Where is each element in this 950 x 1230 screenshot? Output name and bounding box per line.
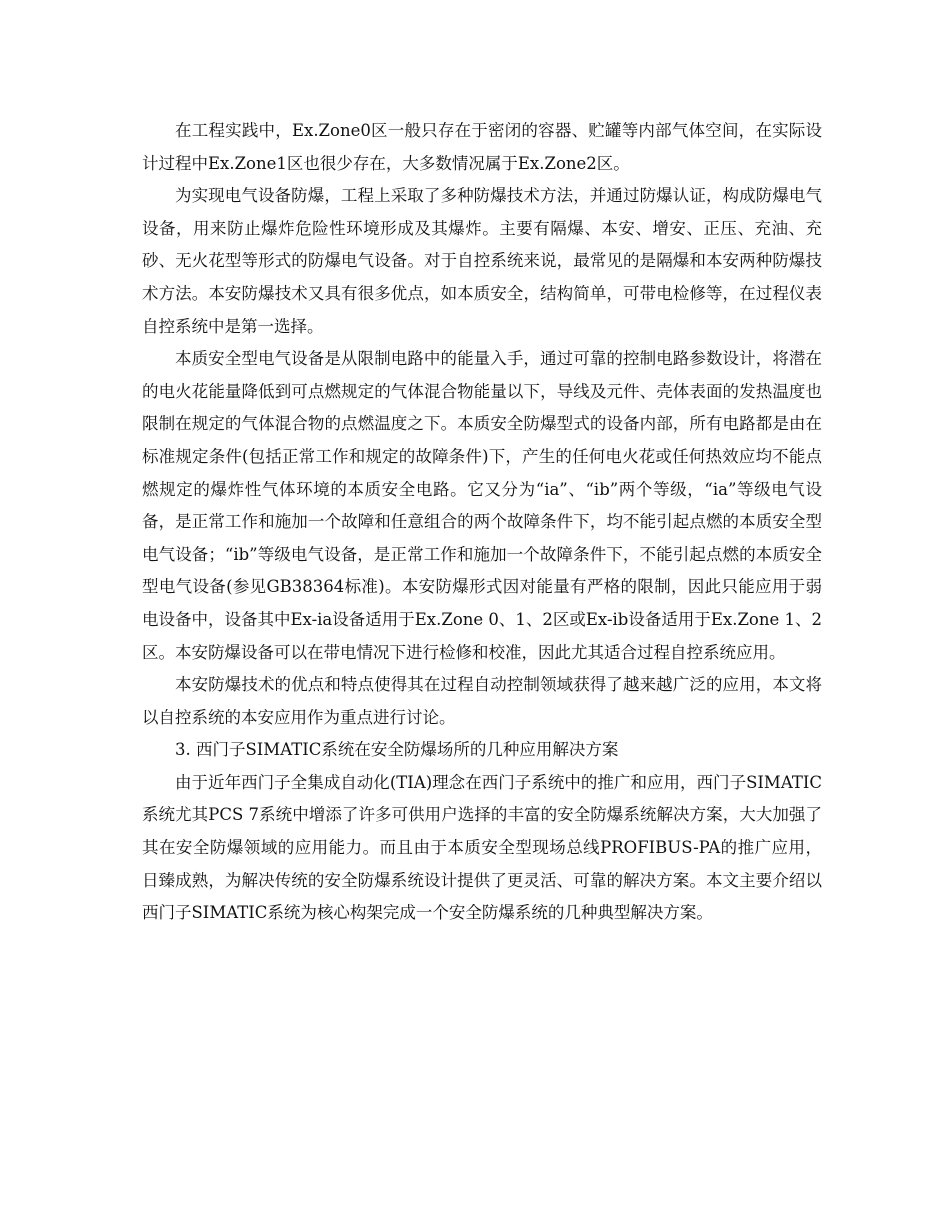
paragraph-simatic-solutions: 由于近年西门子全集成自动化(TIA)理念在西门子系统中的推广和应用，西门子SIMATIC系统尤其PCS 7系统中增添了许多可供用户选择的丰富的安全防爆系统解决方案，大大加强了其在安全防爆领域的应用能力。而且由于本质安全型现场总线PROFIBUS-PA的推广应用，日臻成熟，为解决传统的安全防爆系统设计提供了更灵活、可靠的解决方案。本文主要介绍以西门子SIMATIC系统为核心构架完成一个安全防爆系统的几种典型解决方案。: [142, 772, 822, 923]
paragraph-explosion-protection-methods: 为实现电气设备防爆，工程上采取了多种防爆技术方法，并通过防爆认证，构成防爆电气设备，用来防止爆炸危险性环境形成及其爆炸。主要有隔爆、本安、增安、正压、充油、充砂、无火花型等形式的防爆电气设备。对于自控系统来说，最常见的是隔爆和本安两种防爆技术方法。本安防爆技术又具有很多优点，如本质安全，结构简单，可带电检修等，在过程仪表自控系统中是第一选择。: [142, 186, 822, 336]
paragraph-intrinsic-safety-advantages: 本安防爆技术的优点和特点使得其在过程自动控制领域获得了越来越广泛的应用，本文将以自控系统的本安应用作为重点进行讨论。: [142, 675, 822, 727]
section-heading: 3. 西门子SIMATIC系统在安全防爆场所的几种应用解决方案: [175, 740, 619, 760]
document-body: [142, 115, 822, 930]
paragraph-intrinsic-safety: 本质安全型电气设备是从限制电路中的能量入手，通过可靠的控制电路参数设计，将潜在的电火花能量降低到可点燃规定的气体混合物能量以下，导线及元件、壳体表面的发热温度也限制在规定的气体混合物的点燃温度之下。本质安全防爆型式的设备内部，所有电路都是由在标准规定条件(包括正常工作和规定的故障条件)下，产生的任何电火花或任何热效应均不能点燃规定的爆炸性气体环境的本质安全电路。它又分为“ia”、“ib”两个等级，“ia”等级电气设备，是正常工作和施加一个故障和任意组合的两个故障条件下，均不能引起点燃的本质安全型电气设备；“ib”等级电气设备，是正常工作和施加一个故障条件下，不能引起点燃的本质安全型电气设备(参见GB38364标准)。本安防爆形式因对能量有严格的限制，因此只能应用于弱电设备中，设备其中Ex-ia设备适用于Ex.Zone 0、1、2区或Ex-ib设备适用于Ex.Zone 1、2区。本安防爆设备可以在带电情况下进行检修和校准，因此尤其适合过程自控系统应用。: [142, 349, 822, 662]
paragraph-zone-classification: 在工程实践中，Ex.Zone0区一般只存在于密闭的容器、贮罐等内部气体空间，在实际设计过程中Ex.Zone1区也很少存在，大多数情况属于Ex.Zone2区。: [142, 121, 822, 173]
